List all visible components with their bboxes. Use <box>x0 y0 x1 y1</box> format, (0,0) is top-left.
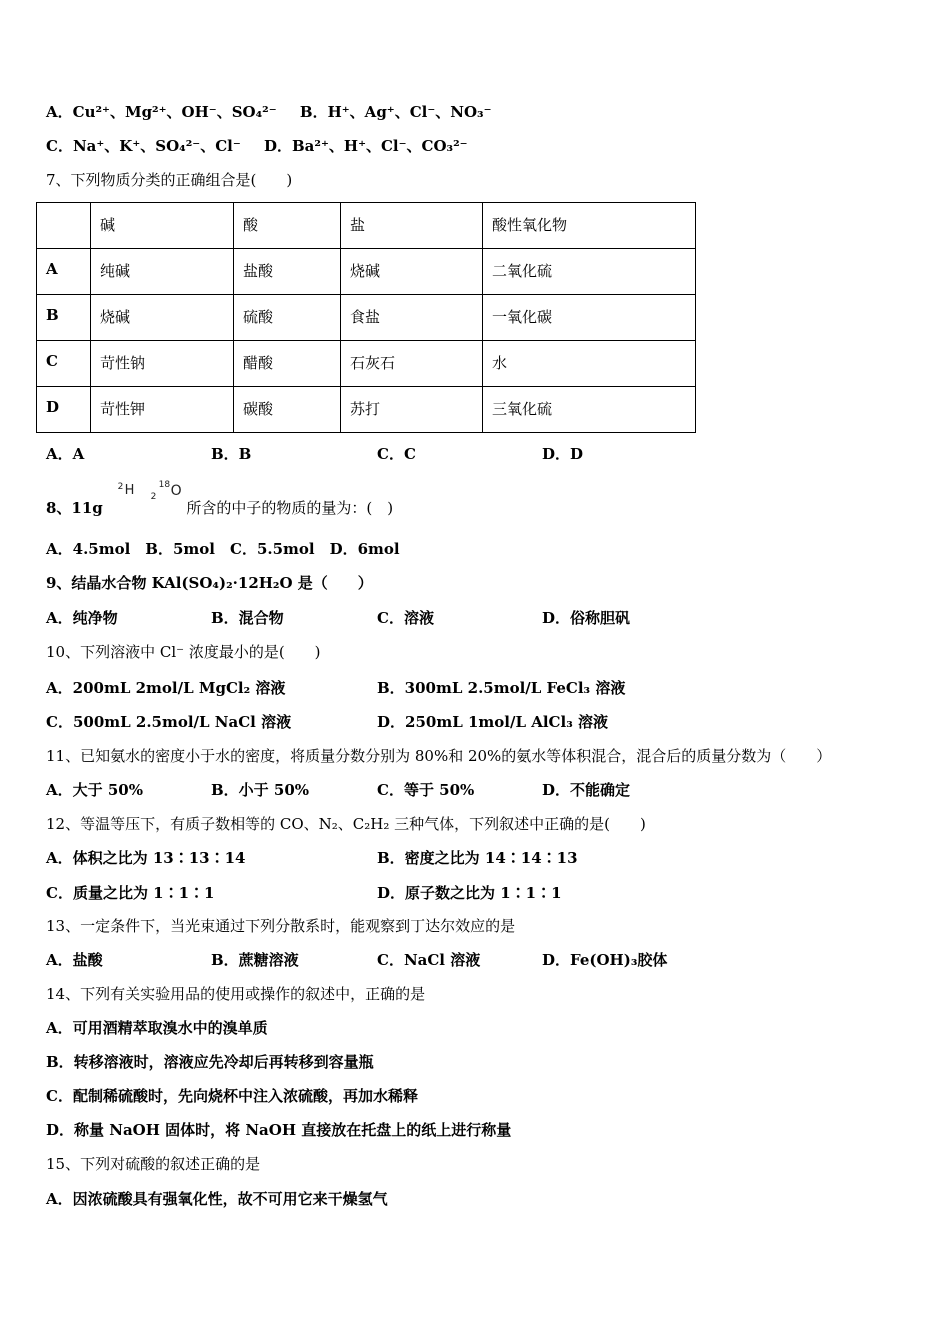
table-header-cell: 酸 <box>234 203 341 249</box>
q8-prefix: 8、11g <box>46 499 103 517</box>
table-cell: 苏打 <box>341 387 483 433</box>
table-cell: 一氧化碳 <box>483 295 696 341</box>
q10-option-a: A．200mL 2mol/L MgCl₂ 溶液 <box>46 679 286 697</box>
table-cell: 醋酸 <box>234 341 341 387</box>
table-header-cell: 酸性氧化物 <box>483 203 696 249</box>
table-cell: 烧碱 <box>341 249 483 295</box>
formula-o: O <box>170 483 182 499</box>
q12-option-a: A．体积之比为 13∶13∶14 <box>46 849 246 867</box>
table-cell-label: B <box>37 295 91 341</box>
q9-option-b: B．混合物 <box>211 609 284 627</box>
q8-title <box>46 480 394 518</box>
q13-title: 13、一定条件下，当光束通过下列分散系时，能观察到丁达尔效应的是 <box>46 917 516 935</box>
formula-h-mass: 2 <box>117 482 124 492</box>
table-cell-label: A <box>37 249 91 295</box>
q8-options: A．4.5mol B．5mol C．5.5mol D．6mol <box>46 540 400 558</box>
table-cell: 碳酸 <box>234 387 341 433</box>
table-cell: 二氧化硫 <box>483 249 696 295</box>
q7-option-c: C．C <box>377 445 416 463</box>
q14-option-a: A．可用酒精萃取溴水中的溴单质 <box>46 1019 268 1037</box>
table-row <box>37 295 696 341</box>
q13-option-d: D．Fe(OH)₃胶体 <box>542 951 668 969</box>
q6-options-row1 <box>46 102 492 122</box>
formula-subscript: 2 <box>150 492 157 502</box>
table-header-cell <box>37 203 91 249</box>
table-cell: 水 <box>483 341 696 387</box>
table-row <box>37 249 696 295</box>
q9-option-a: A．纯净物 <box>46 609 118 627</box>
table-header-cell: 碱 <box>91 203 234 249</box>
q13-option-b: B．蔗糖溶液 <box>211 951 299 969</box>
q15-option-a: A．因浓硫酸具有强氧化性，故不可用它来干燥氢气 <box>46 1190 388 1208</box>
q14-option-c: C．配制稀硫酸时，先向烧杯中注入浓硫酸，再加水稀释 <box>46 1087 418 1105</box>
table-cell: 石灰石 <box>341 341 483 387</box>
table-cell: 烧碱 <box>91 295 234 341</box>
q10-title: 10、下列溶液中 Cl⁻ 浓度最小的是( ) <box>46 643 321 661</box>
q13-option-c: C．NaCl 溶液 <box>377 951 481 969</box>
table-cell: 苛性钾 <box>91 387 234 433</box>
q9-option-d: D．俗称胆矾 <box>542 609 631 627</box>
q14-title: 14、下列有关实验用品的使用或操作的叙述中，正确的是 <box>46 985 426 1003</box>
q9-option-c: C．溶液 <box>377 609 434 627</box>
q14-option-d: D．称量 NaOH 固体时，将 NaOH 直接放在托盘上的纸上进行称量 <box>46 1121 512 1139</box>
q12-option-d: D．原子数之比为 1∶1∶1 <box>377 884 562 902</box>
q7-title: 7、下列物质分类的正确组合是( ) <box>46 171 293 189</box>
q7-option-a: A．A <box>46 445 85 463</box>
table-cell: 盐酸 <box>234 249 341 295</box>
table-row <box>37 387 696 433</box>
q10-option-b: B．300mL 2.5mol/L FeCl₃ 溶液 <box>377 679 626 697</box>
q11-option-a: A．大于 50% <box>46 781 143 799</box>
table-cell: 苛性钠 <box>91 341 234 387</box>
q11-option-b: B．小于 50% <box>211 781 310 799</box>
table-header-row <box>37 203 696 249</box>
table-cell-label: D <box>37 387 91 433</box>
q8-suffix: 所含的中子的物质的量为：( ) <box>186 499 394 517</box>
q12-title: 12、等温等压下，有质子数相等的 CO、N₂、C₂H₂ 三种气体，下列叙述中正确的是( ) <box>46 815 646 833</box>
q6-option-d: D．Ba²⁺、H⁺、Cl⁻、CO₃²⁻ <box>264 137 468 155</box>
q10-option-c: C．500mL 2.5mol/L NaCl 溶液 <box>46 713 292 731</box>
q15-title: 15、下列对硫酸的叙述正确的是 <box>46 1155 261 1173</box>
table-cell: 食盐 <box>341 295 483 341</box>
table-cell: 三氧化硫 <box>483 387 696 433</box>
q10-option-d: D．250mL 1mol/L AlCl₃ 溶液 <box>377 713 608 731</box>
q14-option-b: B．转移溶液时，溶液应先冷却后再转移到容量瓶 <box>46 1053 374 1071</box>
formula-o-mass: 18 <box>158 480 171 490</box>
q6-option-c: C．Na⁺、K⁺、SO₄²⁻、Cl⁻ <box>46 137 241 155</box>
q7-option-b: B．B <box>211 445 252 463</box>
table-cell: 硫酸 <box>234 295 341 341</box>
q11-option-d: D．不能确定 <box>542 781 631 799</box>
q12-option-c: C．质量之比为 1∶1∶1 <box>46 884 215 902</box>
q9-title: 9、结晶水合物 KAl(SO₄)₂·12H₂O 是（ ） <box>46 574 373 592</box>
table-cell-label: C <box>37 341 91 387</box>
q6-options-row2 <box>46 136 468 156</box>
table-row <box>37 341 696 387</box>
table-header-cell: 盐 <box>341 203 483 249</box>
q12-option-b: B．密度之比为 14∶14∶13 <box>377 849 578 867</box>
heavy-water-formula <box>108 480 182 513</box>
q6-option-a: A．Cu²⁺、Mg²⁺、OH⁻、SO₄²⁻ <box>46 103 277 121</box>
formula-h: H <box>124 483 135 498</box>
table-cell: 纯碱 <box>91 249 234 295</box>
q11-option-c: C．等于 50% <box>377 781 475 799</box>
q7-option-d: D．D <box>542 445 584 463</box>
q13-option-a: A．盐酸 <box>46 951 103 969</box>
q7-classification-table <box>36 202 696 433</box>
q11-title: 11、已知氨水的密度小于水的密度，将质量分数分别为 80%和 20%的氨水等体积混合，混合后的质量分数为（ ） <box>46 747 832 765</box>
q6-option-b: B．H⁺、Ag⁺、Cl⁻、NO₃⁻ <box>299 103 492 121</box>
